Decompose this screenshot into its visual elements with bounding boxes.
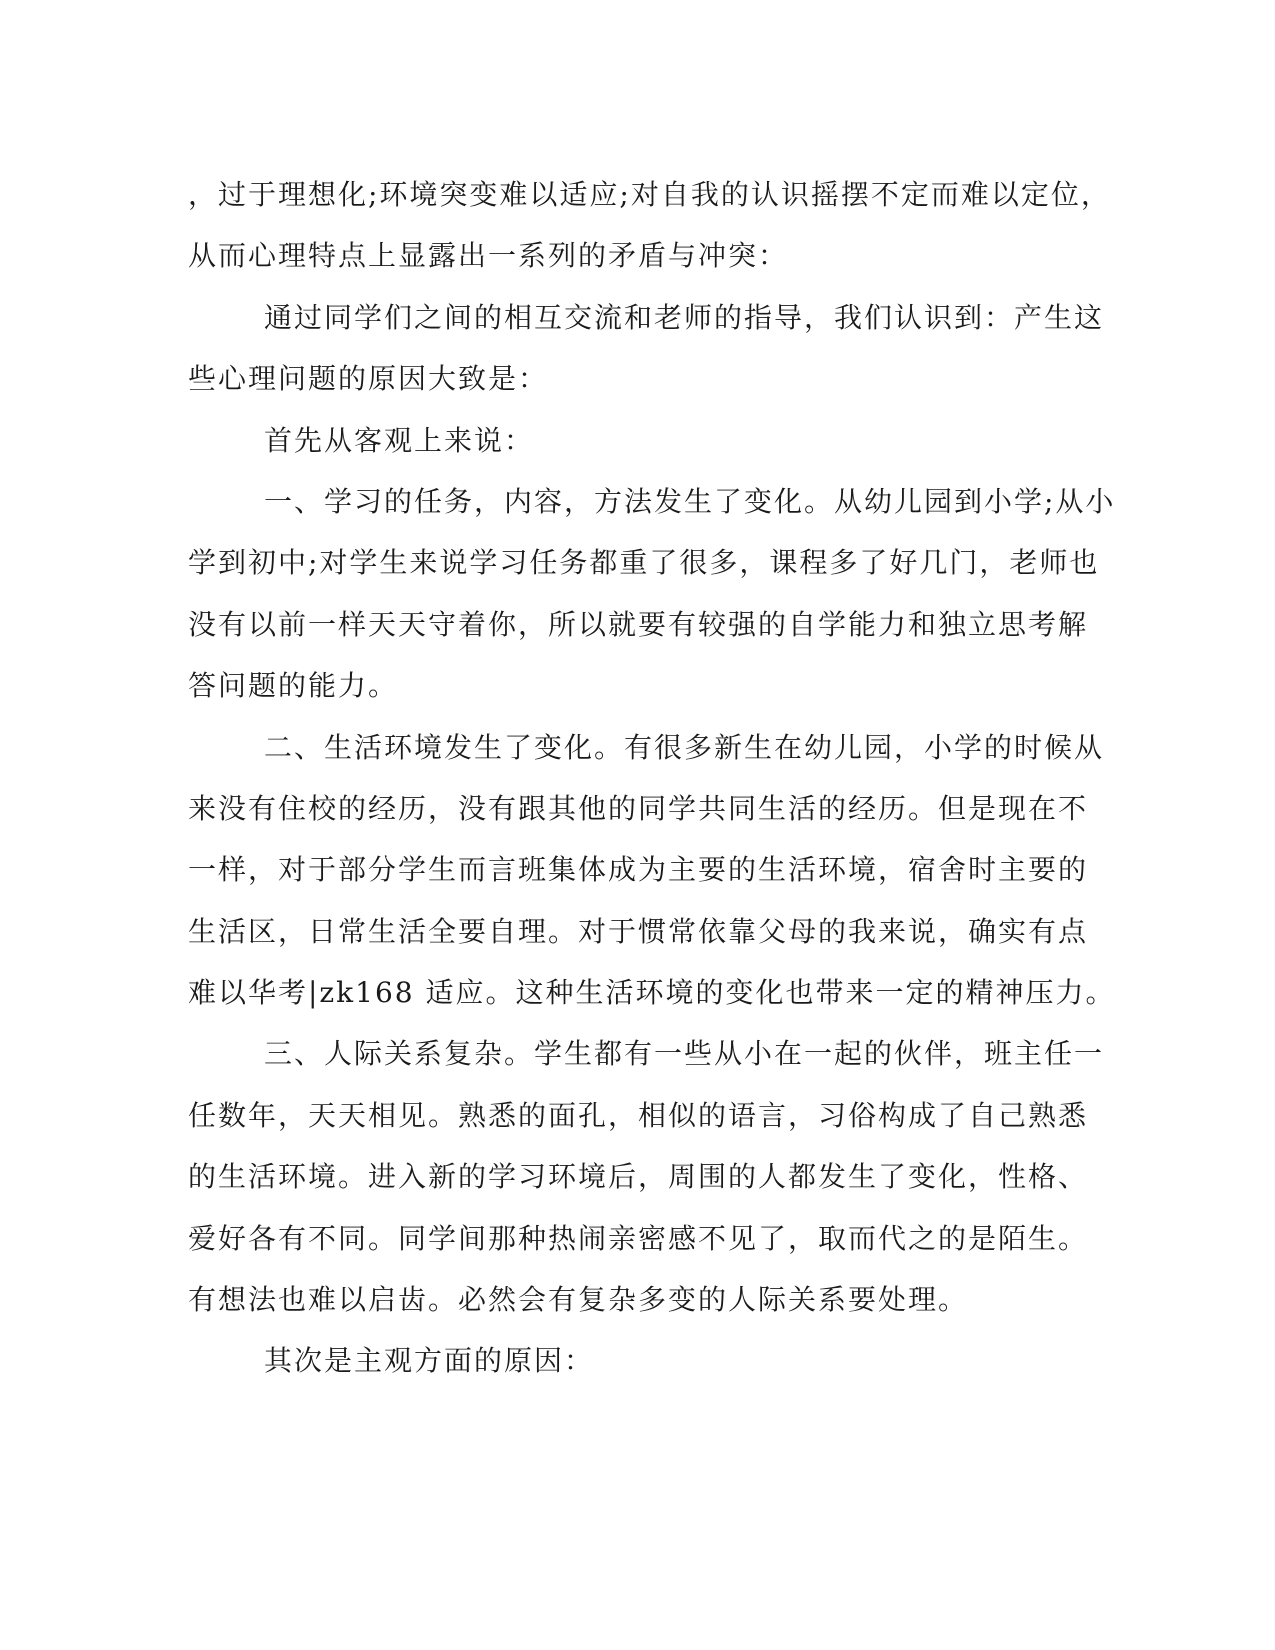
section-heading-subjective: 其次是主观方面的原因： [264,1344,595,1378]
text-line: 有想法也难以启齿。必然会有复杂多变的人际关系要处理。 [188,1283,969,1317]
point-one-start-line: 一、学习的任务，内容，方法发生了变化。从幼儿园到小学;从小 [264,484,1116,518]
text-line: 没有以前一样天天守着你，所以就要有较强的自学能力和独立思考解 [188,607,1089,641]
text-line: 爱好各有不同。同学间那种热闹亲密感不见了，取而代之的是陌生。 [188,1221,1089,1255]
text-line: ，过于理想化;环境突变难以适应;对自我的认识摇摆不定而难以定位， [188,178,1111,211]
section-heading-objective: 首先从客观上来说： [264,423,535,457]
text-line: 一样，对于部分学生而言班集体成为主要的生活环境，宿舍时主要的 [188,853,1089,887]
point-three-start-line: 三、人际关系复杂。学生都有一些从小在一起的伙伴，班主任一 [264,1037,1105,1071]
text-line: 的生活环境。进入新的学习环境后，周围的人都发生了变化，性格、 [188,1160,1089,1194]
text-line: 任数年，天天相见。熟悉的面孔，相似的语言，习俗构成了自己熟悉 [188,1098,1089,1132]
text-line: 从而心理特点上显露出一系列的矛盾与冲突： [188,239,789,273]
text-line: 学到初中;对学生来说学习任务都重了很多，课程多了好几门，老师也 [188,546,1100,580]
text-line: 难以华考|zk168 适应。这种生活环境的变化也带来一定的精神压力。 [188,976,1116,1010]
text-line: 些心理问题的原因大致是： [188,362,549,396]
paragraph-start-line: 通过同学们之间的相互交流和老师的指导，我们认识到：产生这 [264,300,1105,334]
point-two-start-line: 二、生活环境发生了变化。有很多新生在幼儿园，小学的时候从 [264,730,1105,764]
text-line: 来没有住校的经历，没有跟其他的同学共同生活的经历。但是现在不 [188,791,1089,825]
document-body [188,164,1116,1392]
text-line: 答问题的能力。 [188,669,399,703]
text-line: 生活区，日常生活全要自理。对于惯常依靠父母的我来说，确实有点 [188,914,1089,948]
